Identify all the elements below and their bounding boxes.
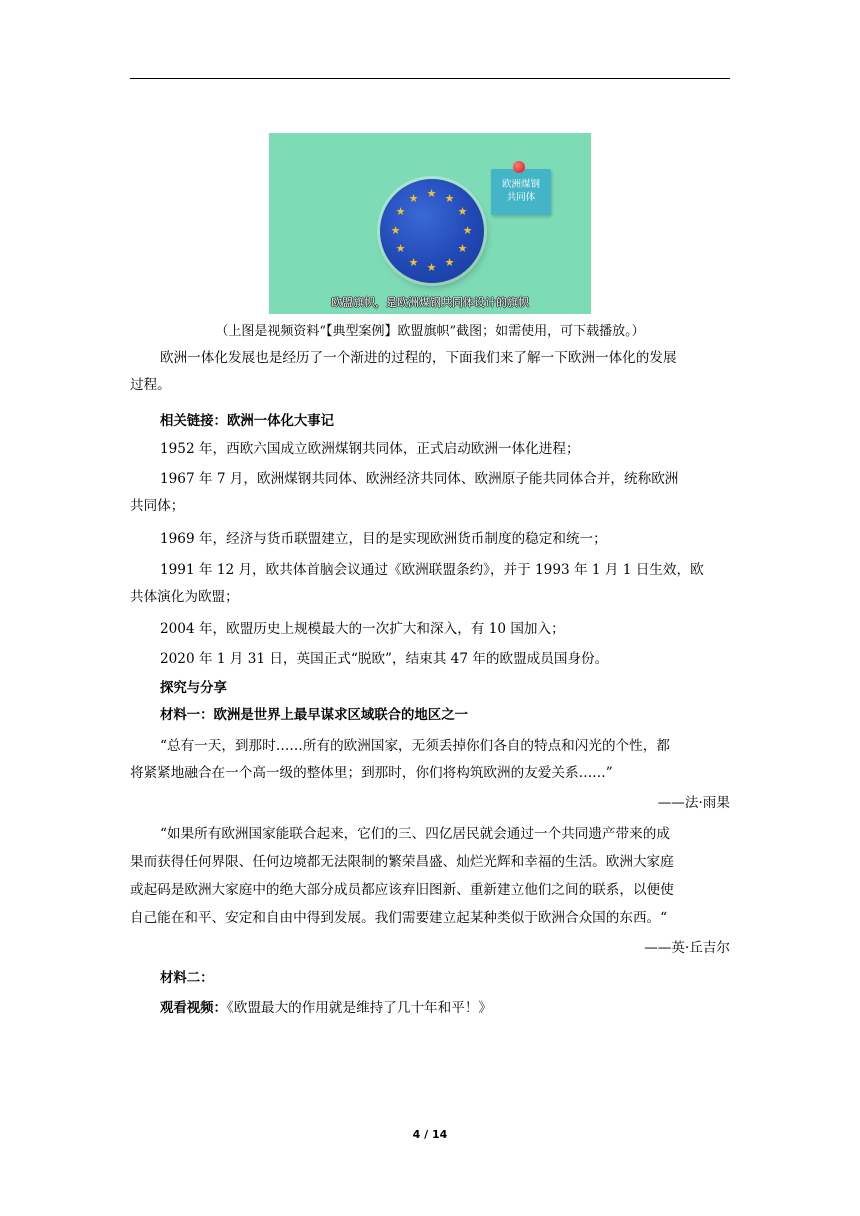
quote-line: 果而获得任何界限、任何边境都无法限制的繁荣昌盛、灿烂光辉和幸福的生活。欧洲大家庭: [130, 854, 674, 870]
star-icon: ★: [457, 205, 468, 218]
star-icon: ★: [390, 224, 401, 237]
star-icon: ★: [408, 192, 419, 205]
timeline-item: 共体演化为欧盟；: [130, 589, 239, 605]
intro-line: 过程。: [130, 377, 171, 393]
timeline-item: 1967 年 7 月，欧洲煤钢共同体、欧洲经济共同体、欧洲原子能共同体合并，统称欧洲: [160, 471, 679, 487]
quote-author: ——英·丘吉尔: [644, 940, 730, 956]
intro-line: 欧洲一体化发展也是经历了一个渐进的过程的，下面我们来了解一下欧洲一体化的发展: [160, 350, 677, 366]
video-link-line: [160, 998, 730, 1019]
material1-title: 材料一：欧洲是世界上最早谋求区域联合的地区之一: [160, 708, 468, 723]
video-subtitle: 欧盟旗帜，是欧洲煤钢共同体设计的旗帜: [331, 296, 529, 309]
timeline-item: 共同体；: [130, 498, 185, 514]
timeline-item: 1991 年 12 月，欧共体首脑会议通过《欧洲联盟条约》，并于 1993 年 1 月 1 日生效，欧: [160, 562, 704, 578]
page-number: 4 / 14: [412, 1128, 448, 1141]
video-screenshot: [269, 133, 591, 314]
quote-line: 或起码是欧洲大家庭中的绝大部分成员都应该弃旧图新、重新建立他们之间的联系，以便使: [130, 882, 674, 898]
timeline-item: 1969 年，经济与货币联盟建立，目的是实现欧洲货币制度的稳定和统一；: [160, 531, 607, 547]
star-icon: ★: [408, 256, 419, 269]
star-icon: ★: [426, 261, 437, 274]
timeline-item: 1952 年，西欧六国成立欧洲煤钢共同体，正式启动欧洲一体化进程；: [160, 441, 580, 457]
video-label: 观看视频：: [160, 1001, 227, 1016]
section-heading: 探究与分享: [160, 681, 227, 696]
material2-title: 材料二：: [160, 971, 214, 986]
star-icon: ★: [395, 242, 406, 255]
quote-line: 自己能在和平、安定和自由中得到发展。我们需要建立起某种类似于欧洲合众国的东西。“: [130, 910, 668, 926]
star-icon: ★: [426, 187, 437, 200]
sticky-note: [491, 169, 551, 215]
star-icon: ★: [457, 242, 468, 255]
quote-line: 将紧紧地融合在一个高一级的整体里；到那时，你们将构筑欧洲的友爱关系……”: [130, 765, 613, 781]
header-rule: [130, 78, 730, 79]
pushpin-icon: [513, 161, 525, 173]
note-line: 欧洲煤钢: [501, 179, 540, 190]
star-icon: ★: [462, 224, 473, 237]
eu-flag-disc: [380, 179, 484, 283]
note-line: 共同体: [506, 192, 536, 203]
star-icon: ★: [444, 192, 455, 205]
star-icon: ★: [444, 256, 455, 269]
quote-line: “如果所有欧洲国家能联合起来，它们的三、四亿居民就会通过一个共同遗产带来的成: [160, 826, 670, 842]
timeline-heading: 相关链接：欧洲一体化大事记: [160, 414, 335, 429]
timeline-item: 2004 年，欧盟历史上规模最大的一次扩大和深入，有 10 国加入；: [160, 621, 565, 637]
quote-author: ——法·雨果: [657, 795, 730, 811]
quote-line: “总有一天，到那时……所有的欧洲国家，无须丢掉你们各自的特点和闪光的个性，都: [160, 738, 670, 754]
star-icon: ★: [395, 205, 406, 218]
figure-caption: （上图是视频资料“【典型案例】欧盟旗帜”截图；如需使用，可下载播放。）: [215, 324, 645, 339]
video-title: 《欧盟最大的作用就是维持了几十年和平！》: [226, 1000, 493, 1016]
timeline-item: 2020 年 1 月 31 日，英国正式“脱欧”，结束其 47 年的欧盟成员国身份。: [160, 651, 609, 667]
